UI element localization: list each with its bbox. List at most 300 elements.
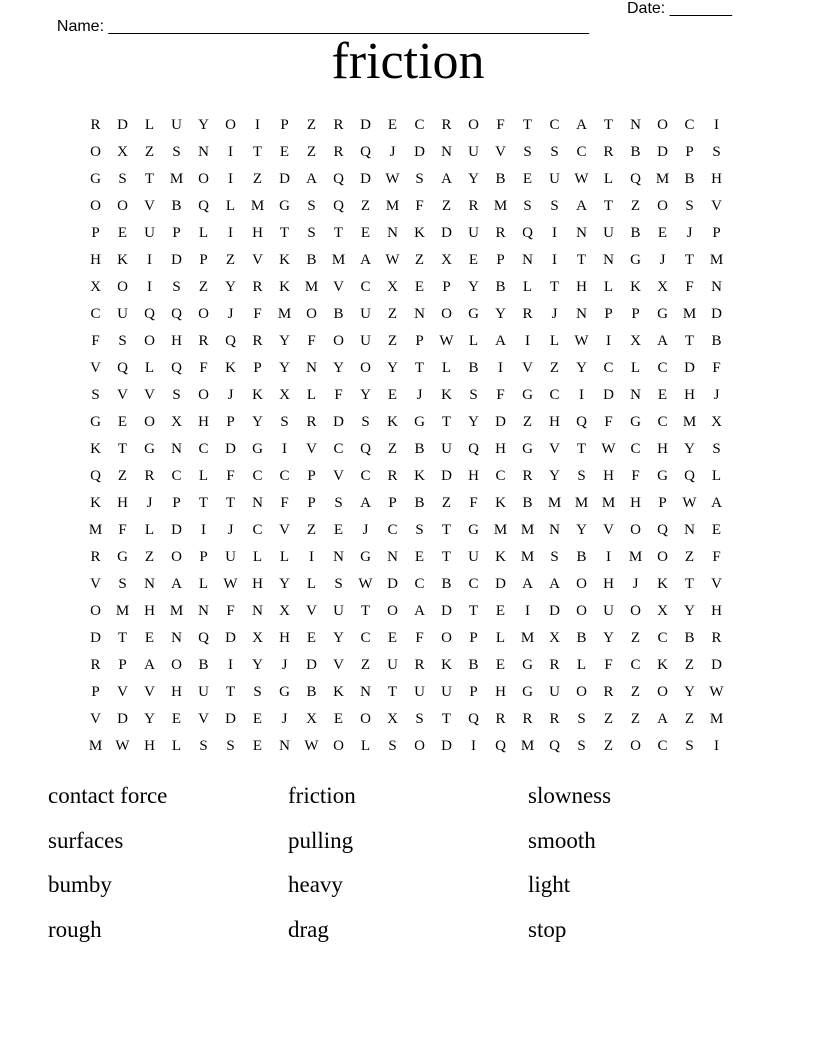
grid-letter: I: [579, 387, 584, 403]
grid-letter: Z: [198, 279, 209, 295]
grid-letter: Z: [630, 630, 641, 646]
grid-letter: K: [657, 657, 668, 673]
grid-letter: G: [522, 441, 533, 457]
grid-letter: E: [414, 279, 425, 295]
grid-letter: T: [441, 549, 452, 565]
grid-letter: E: [387, 117, 398, 133]
grid-letter: B: [495, 279, 506, 295]
grid-letter: Y: [360, 387, 371, 403]
grid-letter: N: [603, 252, 614, 268]
grid-letter: E: [414, 549, 425, 565]
grid-letter: D: [117, 711, 128, 727]
grid-letter: W: [223, 576, 238, 592]
grid-letter: S: [307, 198, 316, 214]
grid-letter: X: [657, 279, 668, 295]
grid-letter: S: [712, 441, 721, 457]
grid-letter: R: [549, 711, 560, 727]
grid-letter: O: [306, 306, 317, 322]
grid-letter: O: [576, 684, 587, 700]
grid-letter: K: [441, 387, 452, 403]
grid-letter: R: [522, 306, 533, 322]
grid-letter: K: [252, 387, 263, 403]
grid-letter: O: [441, 630, 452, 646]
grid-letter: B: [522, 495, 533, 511]
grid-letter: V: [252, 252, 263, 268]
grid-letter: Q: [657, 522, 668, 538]
grid-letter: S: [280, 414, 289, 430]
grid-letter: B: [198, 657, 209, 673]
grid-letter: D: [279, 171, 290, 187]
grid-letter: M: [709, 711, 724, 727]
grid-letter: D: [225, 711, 236, 727]
grid-letter: J: [227, 522, 234, 538]
grid-letter: N: [576, 306, 587, 322]
grid-letter: K: [279, 252, 290, 268]
grid-letter: E: [171, 711, 182, 727]
grid-letter: Q: [144, 306, 155, 322]
grid-letter: S: [334, 576, 343, 592]
grid-letter: S: [550, 198, 559, 214]
grid-letter: L: [198, 225, 209, 241]
grid-letter: W: [574, 171, 589, 187]
grid-letter: N: [522, 252, 533, 268]
grid-letter: T: [414, 360, 425, 376]
grid-letter: M: [250, 198, 265, 214]
grid-letter: P: [469, 684, 478, 700]
grid-letter: R: [144, 468, 155, 484]
word-list-item: slowness: [528, 783, 612, 808]
grid-letter: V: [117, 387, 128, 403]
grid-letter: I: [606, 549, 611, 565]
grid-letter: G: [279, 684, 290, 700]
grid-letter: C: [657, 360, 668, 376]
grid-letter: O: [657, 684, 668, 700]
grid-letter: X: [171, 414, 182, 430]
grid-letter: I: [552, 252, 557, 268]
grid-letter: J: [281, 711, 288, 727]
grid-letter: B: [468, 657, 479, 673]
grid-letter: E: [360, 225, 371, 241]
grid-letter: Y: [684, 603, 695, 619]
grid-letter: C: [198, 441, 209, 457]
grid-letter: Z: [549, 360, 560, 376]
grid-letter: K: [333, 684, 344, 700]
grid-letter: M: [574, 495, 589, 511]
grid-letter: O: [171, 549, 182, 565]
grid-letter: S: [334, 495, 343, 511]
grid-letter: B: [576, 630, 587, 646]
grid-letter: Q: [630, 171, 641, 187]
grid-letter: H: [90, 252, 101, 268]
grid-letter: S: [172, 144, 181, 160]
grid-letter: L: [522, 279, 533, 295]
grid-letter: H: [711, 603, 722, 619]
grid-letter: D: [360, 117, 371, 133]
grid-letter: U: [171, 117, 182, 133]
grid-letter: S: [118, 333, 127, 349]
grid-letter: M: [547, 495, 562, 511]
grid-letter: R: [495, 225, 506, 241]
grid-letter: Y: [279, 333, 290, 349]
grid-letter: Q: [495, 738, 506, 754]
grid-letter: D: [441, 738, 452, 754]
grid-letter: E: [468, 252, 479, 268]
grid-letter: R: [603, 144, 614, 160]
grid-letter: D: [657, 144, 668, 160]
header: [48, 0, 748, 35]
grid-letter: L: [360, 738, 371, 754]
grid-letter: N: [306, 360, 317, 376]
grid-letter: I: [309, 549, 314, 565]
grid-letter: R: [252, 279, 263, 295]
grid-letter: O: [387, 603, 398, 619]
name-field-label: Name: ______________________________________________________: [56, 18, 589, 35]
grid-letter: L: [576, 657, 587, 673]
grid-letter: O: [657, 198, 668, 214]
grid-letter: P: [118, 657, 127, 673]
grid-letter: C: [630, 657, 641, 673]
grid-letter: K: [387, 414, 398, 430]
grid-letter: I: [147, 252, 152, 268]
grid-letter: R: [522, 711, 533, 727]
grid-letter: E: [333, 522, 344, 538]
grid-letter: O: [576, 603, 587, 619]
grid-letter: N: [387, 549, 398, 565]
grid-letter: S: [91, 387, 100, 403]
grid-letter: J: [632, 576, 639, 592]
grid-letter: O: [360, 711, 371, 727]
grid-letter: F: [199, 360, 208, 376]
grid-letter: C: [90, 306, 101, 322]
grid-letter: F: [334, 387, 343, 403]
grid-letter: R: [468, 198, 479, 214]
grid-letter: X: [657, 603, 668, 619]
grid-letter: D: [171, 522, 182, 538]
grid-letter: O: [630, 522, 641, 538]
grid-letter: I: [228, 657, 233, 673]
grid-letter: K: [225, 360, 236, 376]
grid-letter: X: [711, 414, 722, 430]
grid-letter: Z: [684, 657, 695, 673]
grid-letter: A: [549, 576, 560, 592]
grid-letter: L: [468, 333, 479, 349]
grid-letter: D: [711, 306, 722, 322]
grid-letter: C: [387, 522, 398, 538]
grid-letter: C: [576, 144, 587, 160]
grid-letter: T: [252, 144, 263, 160]
grid-letter: Z: [387, 441, 398, 457]
grid-letter: T: [333, 225, 344, 241]
grid-letter: O: [117, 279, 128, 295]
grid-letter: H: [144, 738, 155, 754]
grid-letter: M: [304, 279, 319, 295]
grid-letter: V: [90, 576, 101, 592]
grid-letter: N: [630, 117, 641, 133]
grid-letter: R: [198, 333, 209, 349]
grid-letter: L: [279, 549, 290, 565]
grid-letter: V: [198, 711, 209, 727]
grid-letter: Y: [225, 279, 236, 295]
grid-letter: A: [306, 171, 317, 187]
grid-letter: T: [441, 711, 452, 727]
grid-letter: M: [493, 198, 508, 214]
grid-letter: G: [144, 441, 155, 457]
grid-letter: G: [90, 171, 101, 187]
grid-letter: Z: [306, 117, 317, 133]
grid-letter: X: [387, 279, 398, 295]
grid-letter: M: [385, 198, 400, 214]
grid-letter: R: [306, 414, 317, 430]
grid-letter: H: [117, 495, 128, 511]
grid-letter: N: [144, 576, 155, 592]
grid-letter: S: [253, 684, 262, 700]
grid-letter: D: [360, 171, 371, 187]
grid-letter: O: [333, 333, 344, 349]
grid-letter: M: [520, 738, 535, 754]
grid-letter: U: [360, 306, 371, 322]
grid-letter: V: [279, 522, 290, 538]
grid-letter: D: [117, 117, 128, 133]
grid-letter: Z: [630, 711, 641, 727]
grid-letter: R: [441, 117, 452, 133]
grid-letter: C: [468, 576, 479, 592]
grid-letter: Y: [252, 657, 263, 673]
grid-letter: P: [172, 495, 181, 511]
grid-letter: F: [415, 198, 424, 214]
grid-letter: N: [198, 603, 209, 619]
grid-letter: U: [387, 657, 398, 673]
grid-letter: J: [362, 522, 369, 538]
grid-letter: T: [144, 171, 155, 187]
grid-letter: D: [549, 603, 560, 619]
grid-letter: O: [414, 738, 425, 754]
grid-letter: Z: [441, 198, 452, 214]
grid-letter: N: [414, 306, 425, 322]
grid-letter: S: [118, 171, 127, 187]
grid-letter: O: [630, 738, 641, 754]
grid-letter: R: [387, 468, 398, 484]
grid-letter: S: [118, 576, 127, 592]
grid-letter: X: [279, 603, 290, 619]
page-title: friction: [331, 33, 485, 90]
grid-letter: D: [225, 630, 236, 646]
grid-letter: S: [172, 387, 181, 403]
grid-letter: S: [469, 387, 478, 403]
grid-letter: R: [711, 630, 722, 646]
grid-letter: P: [253, 360, 262, 376]
grid-letter: B: [333, 306, 344, 322]
grid-letter: G: [468, 306, 479, 322]
grid-letter: G: [414, 414, 425, 430]
grid-letter: L: [495, 630, 506, 646]
grid-letter: A: [171, 576, 182, 592]
grid-letter: P: [307, 495, 316, 511]
grid-letter: T: [117, 630, 128, 646]
grid-letter: H: [495, 441, 506, 457]
grid-letter: G: [522, 684, 533, 700]
grid-letter: C: [414, 576, 425, 592]
grid-letter: Z: [522, 414, 533, 430]
grid-letter: B: [495, 171, 506, 187]
grid-letter: Q: [522, 225, 533, 241]
word-list-item: smooth: [528, 827, 596, 853]
grid-letter: B: [171, 198, 182, 214]
grid-letter: N: [171, 630, 182, 646]
grid-letter: I: [525, 603, 530, 619]
grid-letter: Y: [333, 360, 344, 376]
grid-letter: V: [117, 684, 128, 700]
grid-letter: J: [146, 495, 153, 511]
grid-letter: L: [549, 333, 560, 349]
grid-letter: Z: [252, 171, 263, 187]
grid-letter: B: [414, 495, 425, 511]
grid-letter: Q: [468, 441, 479, 457]
grid-letter: O: [468, 117, 479, 133]
grid-letter: P: [280, 117, 289, 133]
grid-letter: M: [520, 549, 535, 565]
grid-letter: O: [198, 171, 209, 187]
grid-letter: F: [469, 495, 478, 511]
grid-letter: A: [144, 657, 155, 673]
grid-letter: D: [414, 144, 425, 160]
grid-letter: M: [520, 630, 535, 646]
grid-letter: G: [360, 549, 371, 565]
grid-letter: C: [684, 117, 695, 133]
grid-letter: D: [603, 387, 614, 403]
grid-letter: P: [604, 306, 613, 322]
grid-letter: P: [91, 684, 100, 700]
grid-letter: J: [416, 387, 423, 403]
grid-letter: Y: [144, 711, 155, 727]
grid-letter: L: [198, 468, 209, 484]
grid-letter: D: [225, 441, 236, 457]
grid-letter: G: [252, 441, 263, 457]
grid-letter: F: [712, 549, 721, 565]
grid-letter: J: [389, 144, 396, 160]
grid-letter: Q: [171, 360, 182, 376]
grid-letter: T: [549, 279, 560, 295]
grid-letter: C: [657, 630, 668, 646]
grid-letter: J: [713, 387, 720, 403]
grid-letter: G: [522, 387, 533, 403]
grid-letter: P: [199, 549, 208, 565]
grid-letter: R: [603, 684, 614, 700]
grid-letter: G: [630, 252, 641, 268]
grid-letter: Z: [225, 252, 236, 268]
grid-letter: C: [171, 468, 182, 484]
grid-letter: R: [549, 657, 560, 673]
grid-letter: H: [657, 441, 668, 457]
grid-letter: O: [90, 198, 101, 214]
grid-letter: R: [333, 144, 344, 160]
grid-letter: Q: [117, 360, 128, 376]
grid-letter: O: [630, 603, 641, 619]
grid-letter: K: [630, 279, 641, 295]
grid-letter: A: [522, 576, 533, 592]
grid-letter: Z: [684, 549, 695, 565]
grid-letter: Y: [468, 279, 479, 295]
grid-letter: D: [171, 252, 182, 268]
grid-letter: Z: [441, 495, 452, 511]
grid-letter: U: [333, 603, 344, 619]
grid-letter: S: [712, 144, 721, 160]
grid-letter: F: [496, 117, 505, 133]
grid-letter: B: [576, 549, 587, 565]
grid-letter: H: [549, 414, 560, 430]
grid-letter: Z: [306, 522, 317, 538]
grid-letter: V: [549, 441, 560, 457]
grid-letter: H: [576, 279, 587, 295]
grid-letter: E: [657, 387, 668, 403]
grid-letter: K: [117, 252, 128, 268]
grid-letter: T: [576, 441, 587, 457]
grid-letter: N: [441, 144, 452, 160]
grid-letter: W: [709, 684, 724, 700]
grid-letter: N: [576, 225, 587, 241]
grid-letter: L: [306, 576, 317, 592]
grid-letter: N: [279, 738, 290, 754]
grid-letter: C: [603, 360, 614, 376]
grid-letter: I: [228, 144, 233, 160]
grid-letter: N: [387, 225, 398, 241]
grid-letter: Y: [495, 306, 506, 322]
grid-letter: O: [144, 414, 155, 430]
grid-letter: H: [603, 576, 614, 592]
grid-letter: M: [682, 306, 697, 322]
grid-letter: Y: [684, 441, 695, 457]
grid-letter: K: [279, 279, 290, 295]
grid-letter: E: [117, 225, 128, 241]
grid-letter: T: [441, 414, 452, 430]
grid-letter: S: [550, 549, 559, 565]
grid-letter: K: [495, 495, 506, 511]
word-list-item: pulling: [288, 827, 354, 853]
grid-letter: B: [630, 225, 641, 241]
grid-letter: N: [711, 279, 722, 295]
grid-letter: G: [279, 198, 290, 214]
grid-letter: O: [441, 306, 452, 322]
grid-letter: L: [306, 387, 317, 403]
grid-letter: M: [169, 603, 184, 619]
grid-letter: N: [549, 522, 560, 538]
grid-letter: M: [169, 171, 184, 187]
grid-letter: E: [252, 738, 263, 754]
grid-letter: C: [630, 441, 641, 457]
grid-letter: P: [631, 306, 640, 322]
grid-letter: A: [495, 333, 506, 349]
grid-letter: Z: [603, 711, 614, 727]
grid-letter: I: [228, 171, 233, 187]
grid-letter: L: [630, 360, 641, 376]
grid-letter: S: [415, 171, 424, 187]
grid-letter: C: [549, 387, 560, 403]
grid-letter: T: [198, 495, 209, 511]
grid-letter: O: [225, 117, 236, 133]
grid-letter: W: [682, 495, 697, 511]
grid-letter: N: [684, 522, 695, 538]
grid-letter: F: [91, 333, 100, 349]
grid-letter: B: [306, 252, 317, 268]
grid-letter: R: [414, 657, 425, 673]
grid-letter: W: [439, 333, 454, 349]
grid-letter: W: [601, 441, 616, 457]
grid-letter: S: [388, 738, 397, 754]
grid-letter: Q: [360, 144, 371, 160]
grid-letter: X: [279, 387, 290, 403]
grid-letter: U: [603, 225, 614, 241]
grid-letter: D: [333, 414, 344, 430]
grid-letter: Y: [549, 468, 560, 484]
